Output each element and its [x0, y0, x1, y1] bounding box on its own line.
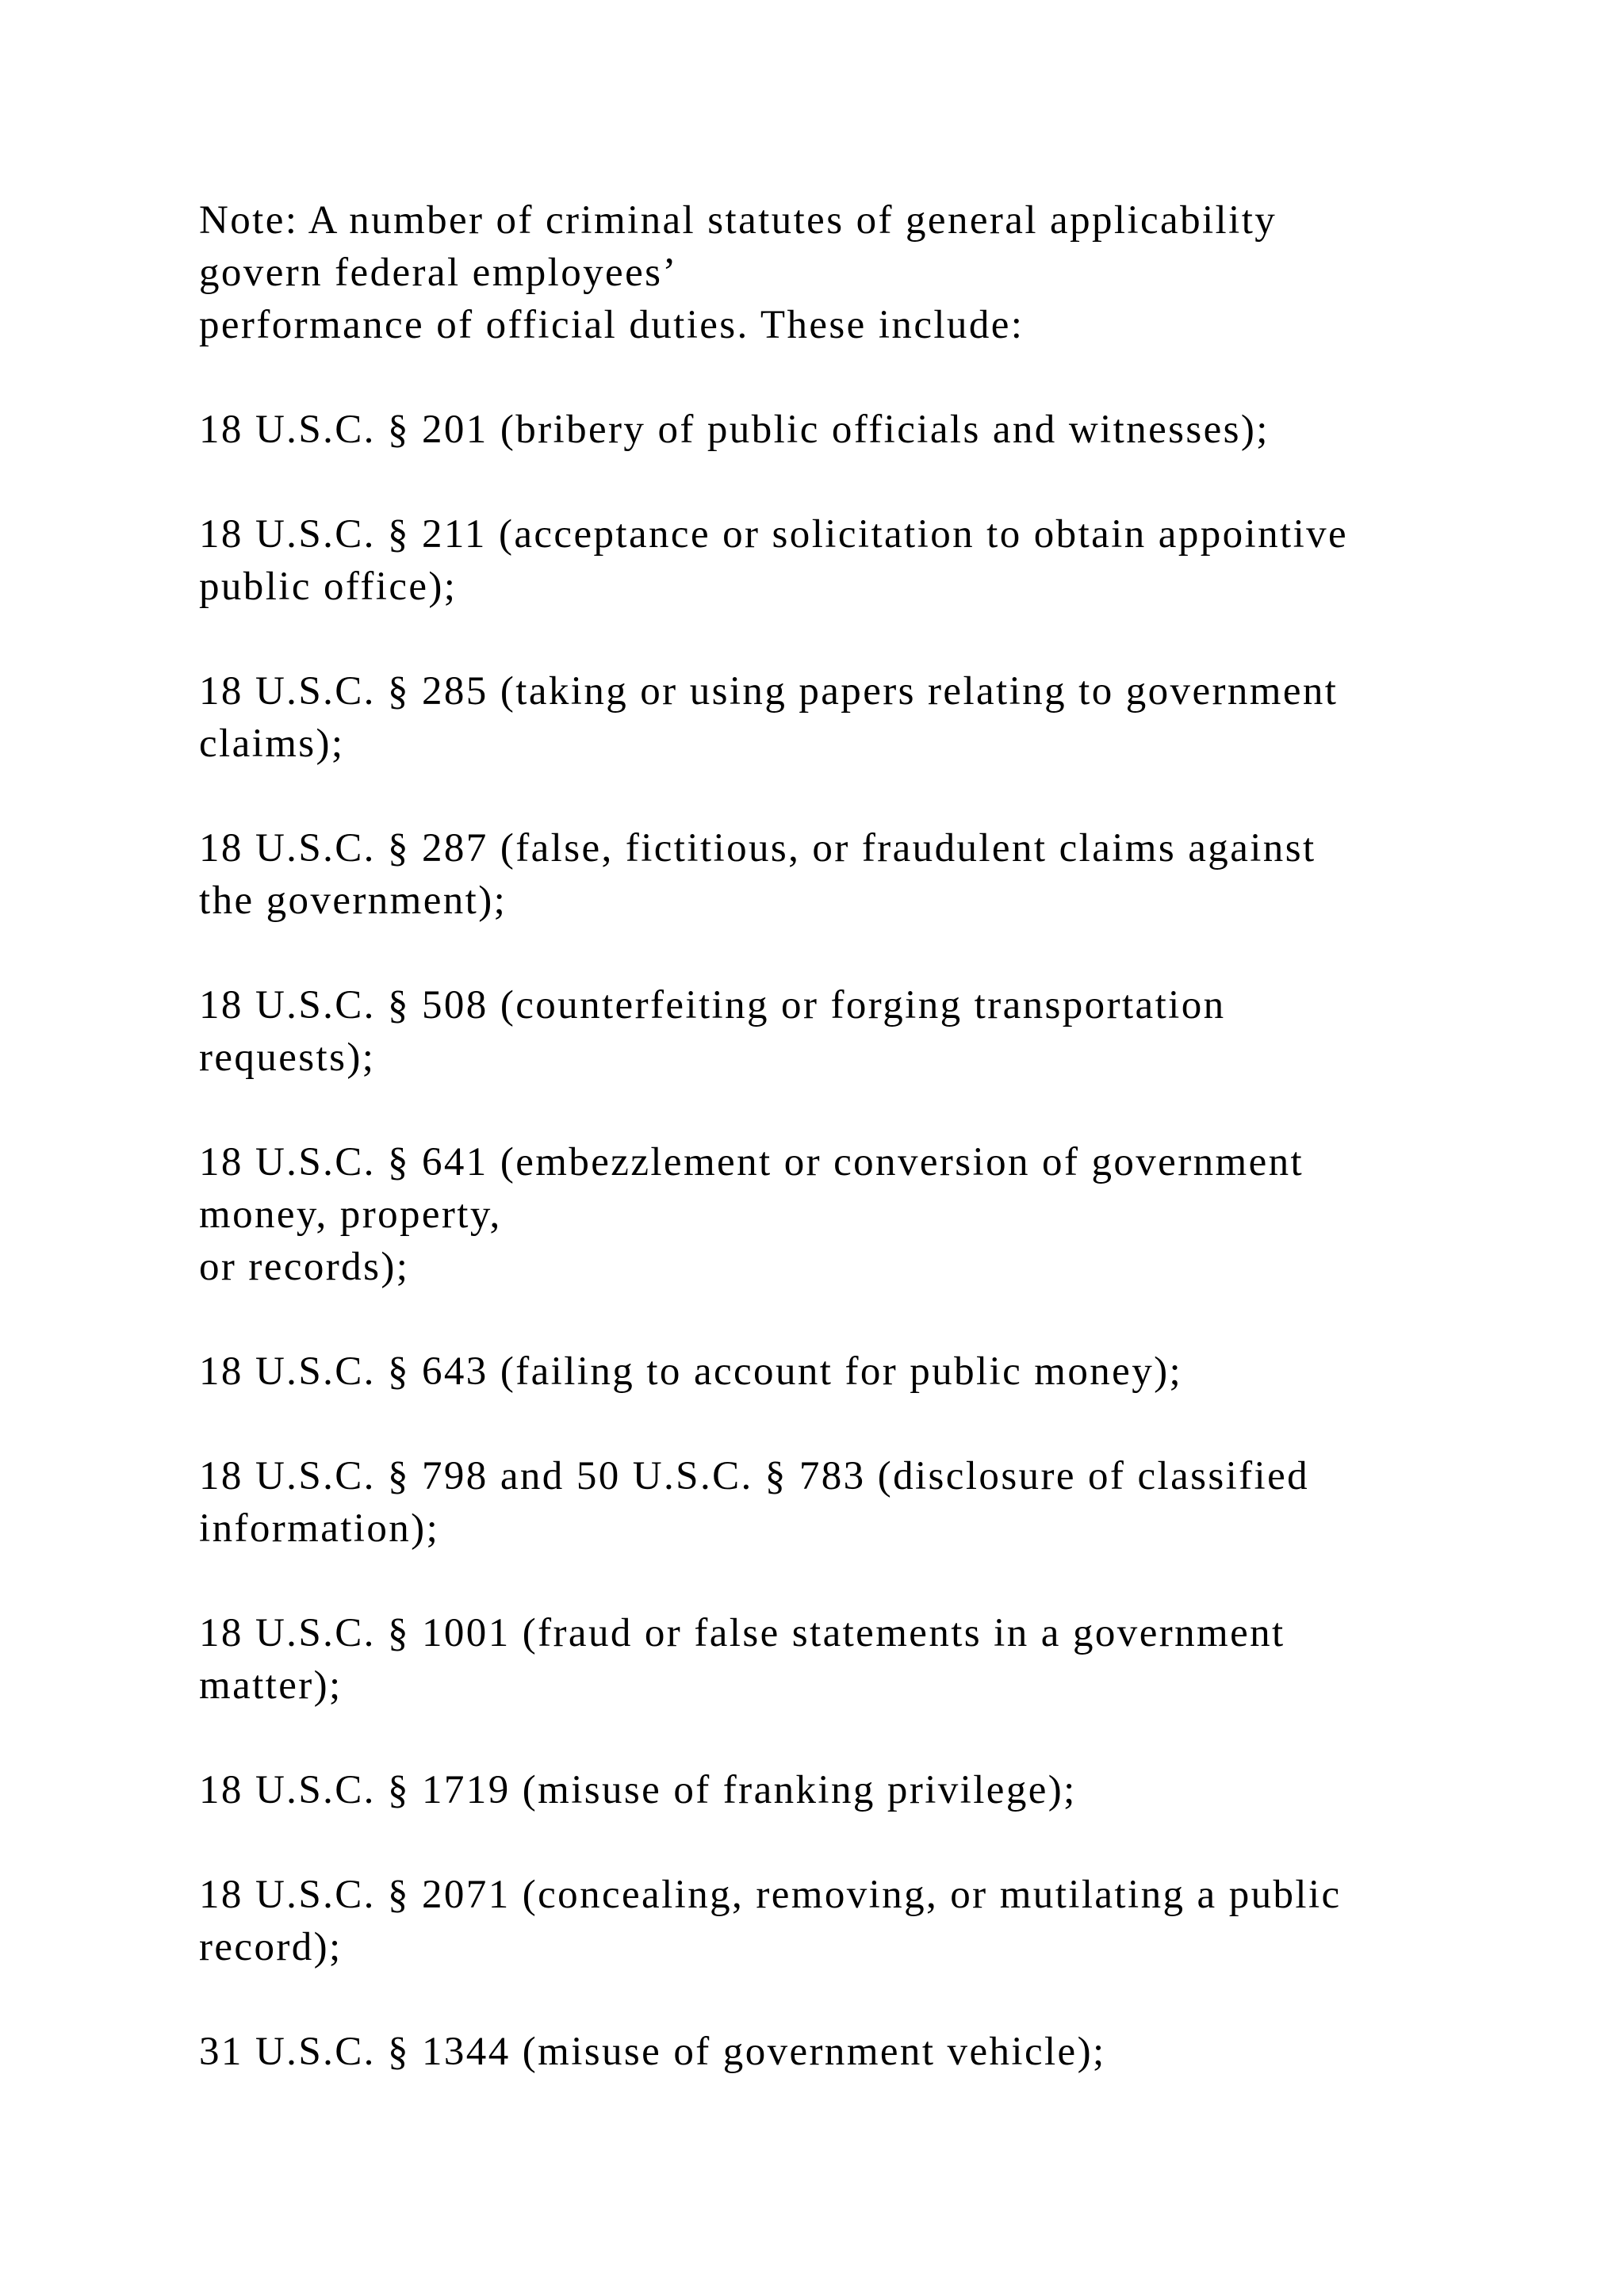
text-line: 18 U.S.C. § 2071 (concealing, removing, or mutilating a public: [199, 1873, 1342, 1917]
statute-paragraph: [199, 2026, 1531, 2078]
text-line: matter);: [199, 1663, 343, 1708]
statute-paragraph: [199, 1764, 1531, 1816]
text-line: performance of official duties. These include:: [199, 303, 1025, 347]
note-paragraph: [199, 194, 1531, 351]
statute-paragraph: [199, 1869, 1531, 1973]
text-line: public office);: [199, 564, 458, 609]
statute-paragraph: [199, 1607, 1531, 1712]
text-line: or records);: [199, 1245, 410, 1289]
text-line: record);: [199, 1925, 343, 1969]
statute-paragraph: [199, 404, 1531, 456]
statute-paragraph: [199, 665, 1531, 770]
statute-paragraph: [199, 1345, 1531, 1398]
text-line: 18 U.S.C. § 285 (taking or using papers relating to government: [199, 669, 1339, 714]
text-line: govern federal employees’: [199, 251, 678, 295]
statute-paragraph: [199, 1136, 1531, 1293]
statute-paragraph: [199, 1450, 1531, 1555]
statute-paragraph: [199, 822, 1531, 927]
text-line: 18 U.S.C. § 1001 (fraud or false statements in a government: [199, 1611, 1285, 1655]
text-line: 18 U.S.C. § 1719 (misuse of franking privilege);: [199, 1768, 1077, 1812]
text-line: 18 U.S.C. § 643 (failing to account for public money);: [199, 1349, 1183, 1394]
text-line: 18 U.S.C. § 641 (embezzlement or conversion of government: [199, 1140, 1304, 1184]
text-line: money, property,: [199, 1192, 502, 1237]
text-line: 18 U.S.C. § 211 (acceptance or solicitation to obtain appointive: [199, 512, 1349, 557]
text-line: Note: A number of criminal statutes of general applicability: [199, 198, 1277, 243]
text-line: requests);: [199, 1035, 376, 1080]
text-line: 31 U.S.C. § 1344 (misuse of government vehicle);: [199, 2030, 1106, 2074]
text-line: claims);: [199, 721, 345, 766]
text-line: 18 U.S.C. § 201 (bribery of public officials and witnesses);: [199, 408, 1270, 452]
text-line: 18 U.S.C. § 798 and 50 U.S.C. § 783 (disclosure of classified: [199, 1454, 1310, 1498]
statute-paragraph: [199, 979, 1531, 1084]
text-line: 18 U.S.C. § 287 (false, fictitious, or fraudulent claims against: [199, 826, 1316, 871]
text-line: 18 U.S.C. § 508 (counterfeiting or forging transportation: [199, 983, 1226, 1027]
text-line: information);: [199, 1506, 440, 1551]
document-body: [199, 194, 1531, 2130]
statute-paragraph: [199, 508, 1531, 613]
text-line: the government);: [199, 878, 508, 923]
